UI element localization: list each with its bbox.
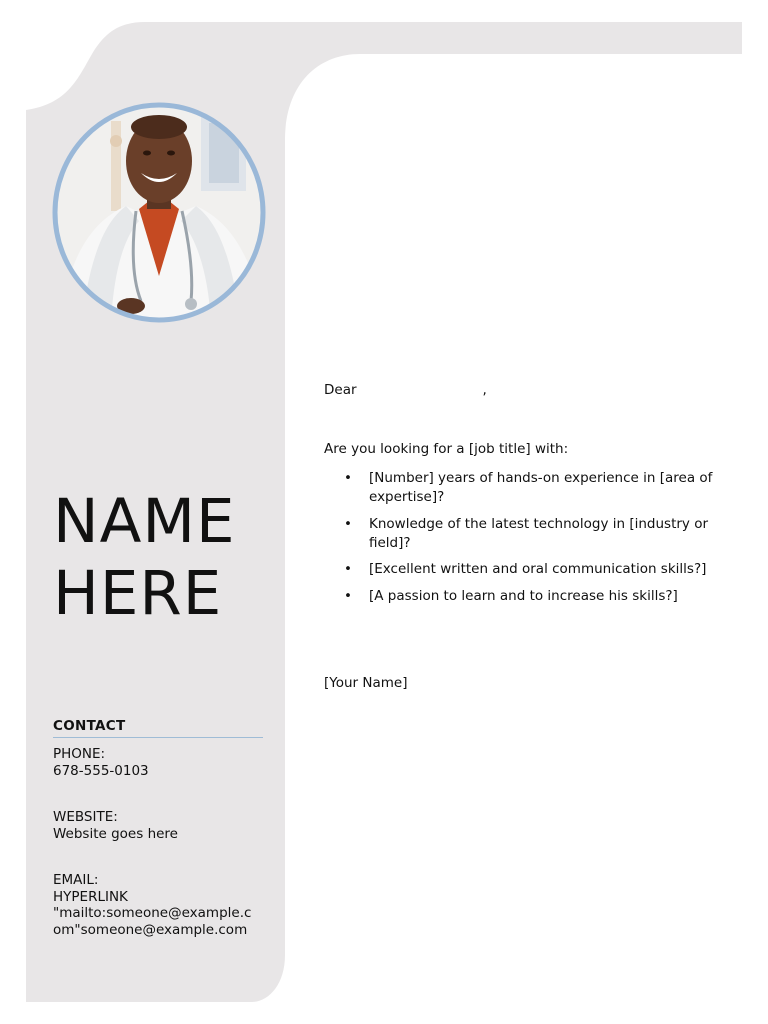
letter-signoff: [Your Name] bbox=[324, 675, 408, 691]
qualification-list bbox=[324, 469, 724, 613]
contact-email bbox=[53, 872, 273, 938]
list-item: • [Excellent written and oral communication skills?] bbox=[344, 561, 707, 577]
website-label: WEBSITE: bbox=[53, 809, 118, 825]
contact-phone bbox=[53, 746, 273, 779]
bullet-icon: • bbox=[344, 561, 352, 577]
profile-photo bbox=[51, 101, 267, 324]
candidate-name bbox=[53, 486, 283, 630]
contact-website bbox=[53, 809, 273, 842]
list-item: • [A passion to learn and to increase his skills?] bbox=[344, 587, 678, 604]
phone-value: 678-555-0103 bbox=[53, 762, 149, 779]
bullet-icon: • bbox=[344, 515, 352, 532]
salutation-text: Dear bbox=[324, 382, 357, 398]
letter-intro: Are you looking for a [job title] with: bbox=[324, 441, 569, 457]
name-line-1: NAME bbox=[53, 486, 236, 557]
list-item: • [Number] years of hands-on experience in [area of expertise]? bbox=[344, 470, 713, 505]
email-label: EMAIL: bbox=[53, 872, 99, 888]
name-line-2: HERE bbox=[53, 558, 223, 629]
salutation-comma: , bbox=[482, 382, 487, 398]
website-value[interactable]: Website goes here bbox=[53, 825, 178, 842]
phone-label: PHONE: bbox=[53, 746, 106, 762]
bullet-icon: • bbox=[344, 587, 352, 604]
email-value-line-1[interactable]: HYPERLINK bbox=[53, 888, 128, 905]
email-value-line-2[interactable]: "mailto:someone@example.c bbox=[53, 905, 252, 921]
contact-heading: CONTACT bbox=[53, 718, 263, 738]
list-item: • Knowledge of the latest technology in [industry or field]? bbox=[344, 515, 709, 551]
email-value-line-3[interactable]: om"someone@example.com bbox=[53, 921, 248, 938]
bullet-icon: • bbox=[344, 470, 352, 486]
letter-salutation bbox=[324, 381, 624, 400]
